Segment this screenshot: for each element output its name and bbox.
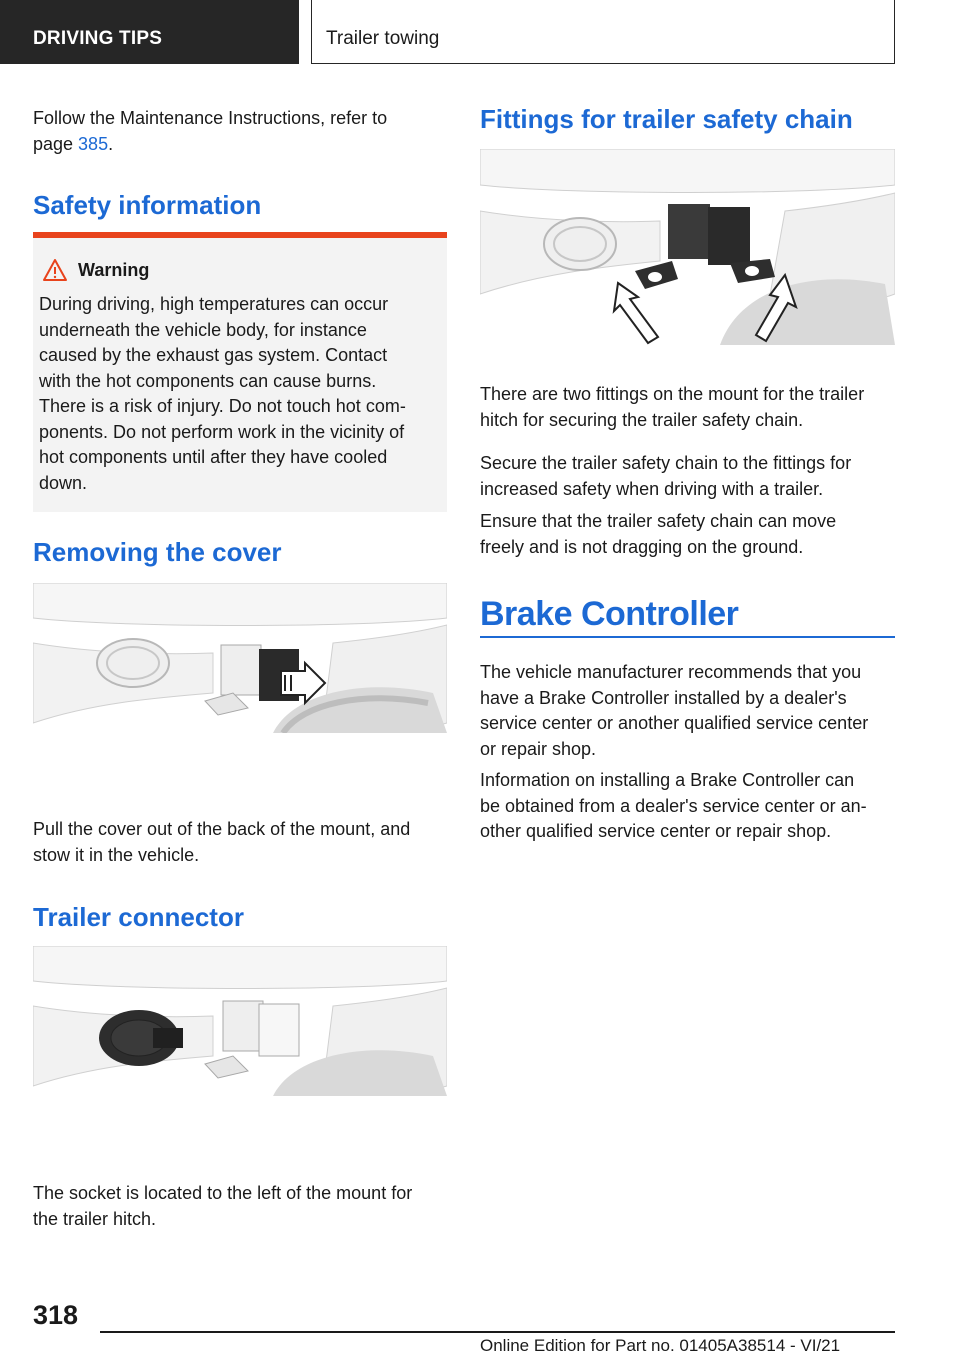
warning-line: ponents. Do not perform work in the vicinity of	[39, 421, 405, 442]
brake-line: service center or another qualified service center	[480, 713, 869, 733]
fittings-line: There are two fittings on the mount for the trailer	[480, 384, 865, 404]
removing-line: Pull the cover out of the back of the mount, and	[33, 819, 411, 839]
removing-line: stow it in the vehicle.	[33, 844, 200, 865]
intro-page-prefix: page	[33, 133, 79, 154]
edition-footer: Online Edition for Part no. 01405A38514 - VI/21	[480, 1336, 841, 1355]
intro-line-2	[33, 132, 447, 158]
brake-paragraph-2	[480, 768, 895, 845]
brake-controller-heading: Brake Controller	[480, 595, 739, 633]
page-link-385[interactable]: 385	[78, 133, 109, 154]
intro-paragraph	[33, 106, 447, 157]
removing-cover-illustration	[33, 583, 447, 733]
fittings-line: hitch for securing the trailer safety chain.	[480, 409, 804, 430]
fittings-heading: Fittings for trailer safety chain	[480, 104, 853, 134]
brake-paragraph-1	[480, 660, 895, 762]
footer-rule	[100, 1331, 895, 1333]
brake-line: be obtained from a dealer's service center or an-	[480, 795, 867, 816]
fittings-line: freely and is not dragging on the ground.	[480, 536, 804, 557]
removing-heading: Removing the cover	[33, 537, 282, 567]
warning-triangle-icon	[42, 258, 68, 282]
connector-line: the trailer hitch.	[33, 1208, 157, 1229]
connector-heading: Trailer connector	[33, 902, 244, 932]
fittings-line: Ensure that the trailer safety chain can move	[480, 511, 837, 531]
section-tab: DRIVING TIPS	[0, 0, 299, 64]
brake-line: have a Brake Controller installed by a dealer's	[480, 687, 847, 708]
brake-line: other qualified service center or repair shop.	[480, 821, 832, 841]
trailer-connector-illustration	[33, 946, 447, 1096]
warning-line: underneath the vehicle body, for instance	[39, 319, 367, 340]
chapter-title: Trailer towing	[311, 0, 895, 64]
warning-text	[39, 292, 443, 496]
brake-line: The vehicle manufacturer recommends that you	[480, 662, 862, 682]
safety-chain-fittings-illustration	[480, 149, 895, 345]
fittings-paragraph-3	[480, 509, 895, 560]
warning-line: During driving, high temperatures can occur	[39, 294, 389, 314]
warning-line: hot components until after they have cooled	[39, 447, 388, 467]
fittings-paragraph-1	[480, 382, 895, 433]
intro-line: Follow the Maintenance Instructions, refer to	[33, 108, 388, 128]
connector-line: The socket is located to the left of the mount for	[33, 1183, 413, 1203]
fittings-line: Secure the trailer safety chain to the fittings for	[480, 453, 852, 473]
safety-heading: Safety information	[33, 190, 262, 220]
page-number: 318	[33, 1300, 79, 1330]
fittings-paragraph-2	[480, 451, 895, 502]
warning-line: There is a risk of injury. Do not touch hot com-	[39, 396, 406, 416]
heading-rule	[480, 636, 895, 638]
brake-line: or repair shop.	[480, 738, 597, 759]
intro-page-suffix: .	[108, 133, 114, 154]
fittings-line: increased safety when driving with a trailer.	[480, 478, 824, 499]
connector-paragraph	[33, 1181, 447, 1232]
warning-line: down.	[39, 472, 88, 493]
warning-line: with the hot components can cause burns.	[39, 370, 377, 391]
warning-title: Warning	[78, 260, 150, 280]
brake-line: Information on installing a Brake Controller can	[480, 770, 855, 790]
warning-line: caused by the exhaust gas system. Contact	[39, 345, 388, 365]
removing-paragraph	[33, 817, 447, 868]
